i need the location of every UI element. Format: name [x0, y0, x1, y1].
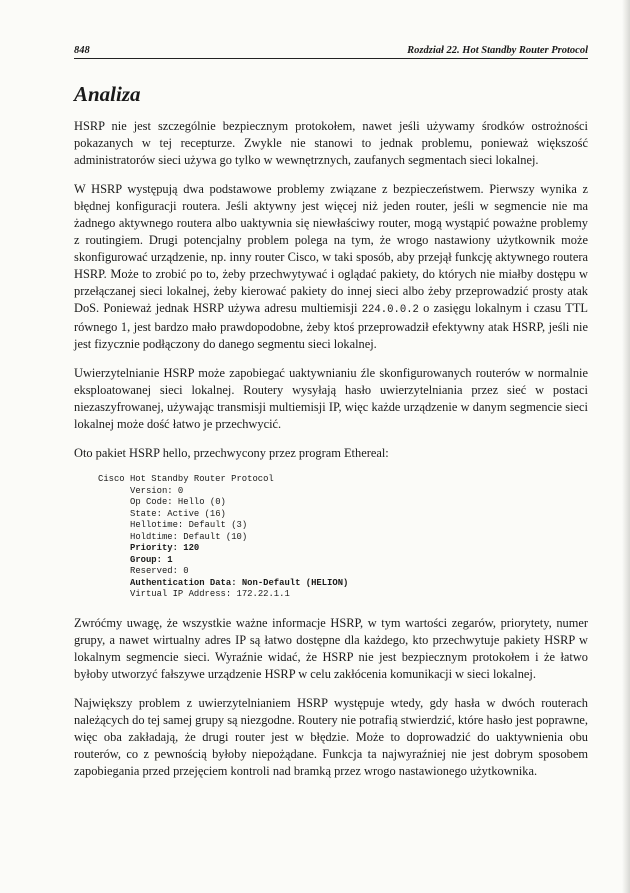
page-number: 848 [74, 45, 90, 56]
code-line: Op Code: Hello (0) [130, 497, 226, 507]
paragraph: HSRP nie jest szczególnie bezpiecznym protokołem, nawet jeśli używamy środków ostrożności pokazanych w tej recepturze. Zwykle nie stanowi to jednak problemu, ponieważ większość administratorów sieci używa go tylko w wewnętrznych, zaufanych segmentach sieci lokalnej. [74, 119, 588, 167]
code-line-highlight: Authentication Data: Non-Default (HELION) [130, 577, 349, 588]
multicast-address: 224.0.0.2 [361, 304, 419, 316]
running-header [74, 45, 588, 59]
paragraph-text: o zasięgu lokalnym i czasu TTL równego 1, jest bardzo mało prawdopodobne, żeby ktoś przeprowadził efektywny atak HSRP, jeśli nie jest fizycznie podłączony do danego segmentu sieci lokalnej. [74, 301, 588, 351]
paragraph: Zwróćmy uwagę, że wszystkie ważne informacje HSRP, w tym wartości zegarów, priorytety, numer grupy, a nawet wirtualny adres IP są łatwo dostępne dla każdego, kto przechwytuje pakiety HSRP w lokalnym segmencie sieci. Wyraźnie widać, że HSRP nie jest bezpiecznym protokołem i że łatwo byłoby utworzyć fałszywe urządzenie HSRP w celu zakłócenia komunikacji w sieci lokalnej. [74, 615, 588, 681]
paragraph: Uwierzytelnianie HSRP może zapobiegać uaktywnianiu źle skonfigurowanych routerów w normalnie eksploatowanej sieci lokalnej. Routery wysyłają hasło uwierzytelniania przez sieć w postaci niezaszyfrowanej, używając transmisji multiemisji IP, więc każde urządzenie w danym segmencie sieci lokalnej może dość łatwo je przechwycić. [74, 366, 588, 431]
code-line-highlight: Priority: 120 [130, 543, 200, 553]
page-edge-shadow [622, 0, 630, 893]
paragraph: Oto pakiet HSRP hello, przechwycony przez program Ethereal: [74, 446, 389, 460]
code-line: Virtual IP Address: 172.22.1.1 [130, 589, 290, 599]
code-line: Hellotime: Default (3) [130, 520, 248, 530]
paragraph: Największy problem z uwierzytelnianiem HSRP występuje wtedy, gdy hasła w dwóch routerach należących do tej samej grupy są niezgodne. Routery nie potrafią stwierdzić, które hasło jest poprawne, więc oba zakładają, że drugi router jest w błędzie. Może to doprowadzić do uaktywnienia obu routerów, co z pewnością byłoby niepożądane. Funkcja ta najwyraźniej nie jest dobrym sposobem zapobiegania przed przejęciem kontroli nad bramką przez wrogo nastawionego użytkownika. [74, 695, 588, 778]
packet-capture-listing [98, 474, 588, 601]
section-title: Analiza [74, 82, 141, 106]
code-line: Holdtime: Default (10) [130, 531, 248, 542]
chapter-title: Rozdział 22. Hot Standby Router Protocol [407, 45, 588, 56]
paragraph [74, 181, 588, 353]
code-line: Version: 0 [130, 485, 184, 496]
code-line-highlight: Group: 1 [130, 554, 173, 565]
paragraph-text: W HSRP występują dwa podstawowe problemy związane z bezpieczeństwem. Pierwszy wynika z błędnej konfiguracji routera. Jeśli aktywny jest więcej niż jeden router, jeśli w segmencie nie ma żadnego aktywnego routera albo uaktywnia się niewłaściwy router, mogą wystąpić poważne problemy z routingiem. Drugi potencjalny problem polega na tym, że wrogo nastawiony użytkownik może skonfigurować urządzenie, np. inny router Cisco, w taki sposób, aby przejął funkcję aktywnego routera HSRP. Może to zrobić po to, żeby przechwytywać i oglądać pakiety, do których nie miałby dostępu w przełączanej sieci lokalnej, żeby kierować pakiety do innej sieci albo żeby przeprowadzić prosty atak DoS. Ponieważ jednak HSRP używa adresu multiemisji [74, 182, 588, 315]
code-line: Cisco Hot Standby Router Protocol [98, 474, 274, 484]
code-line: Reserved: 0 [130, 566, 189, 576]
code-line: State: Active (16) [130, 508, 226, 519]
body-text [74, 118, 588, 792]
